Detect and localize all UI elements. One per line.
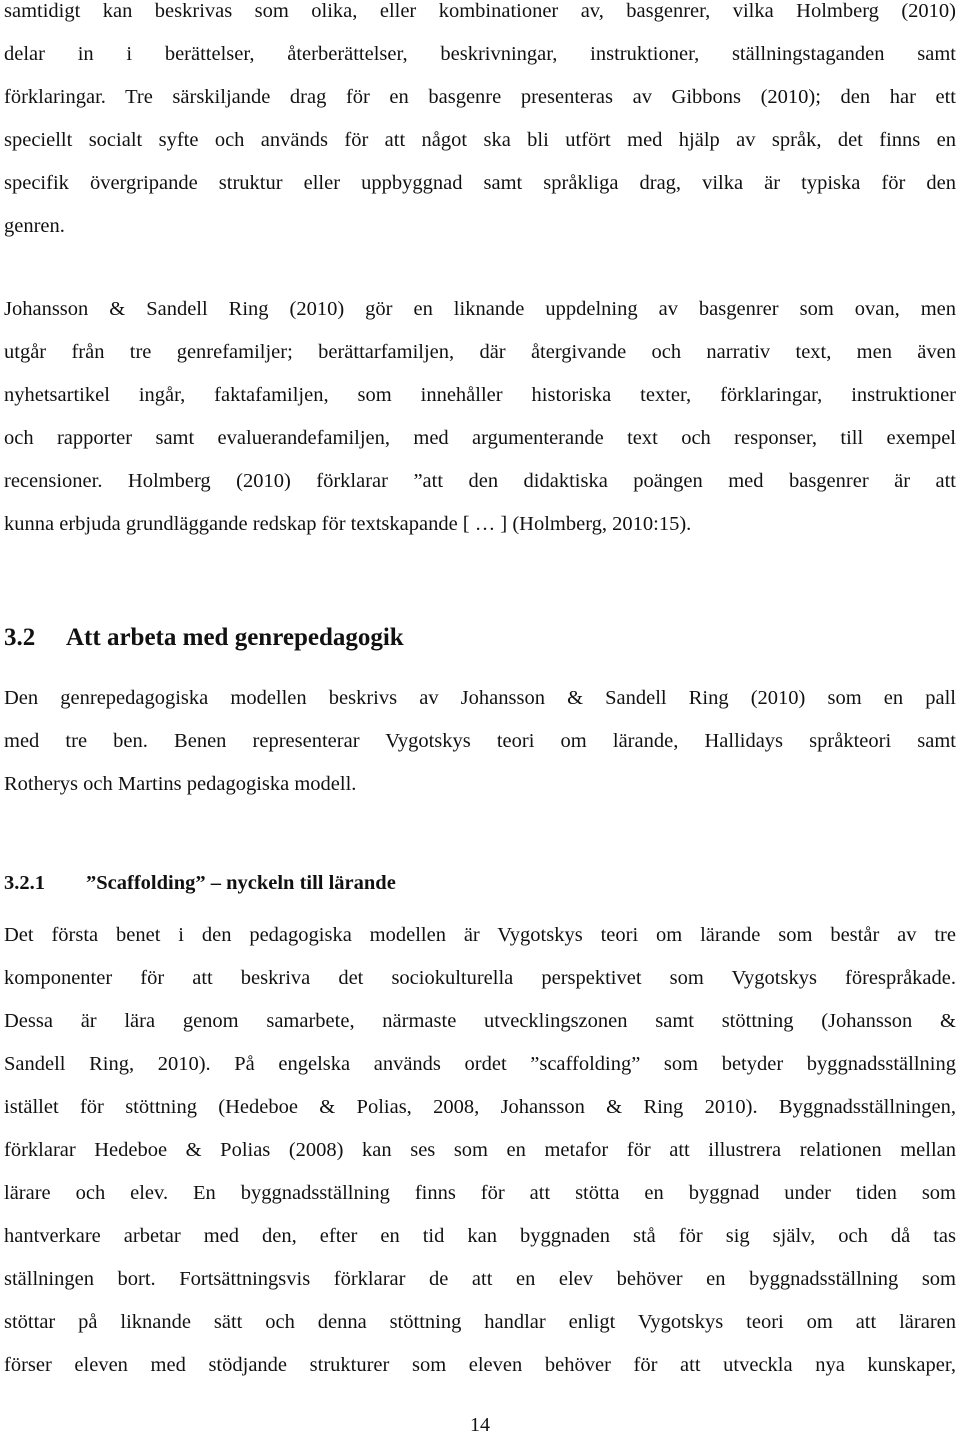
text-line: specifik övergripande struktur eller uppbyggnad samt språkliga drag, vilka är typiska för den [4, 172, 956, 194]
section-title: Att arbeta med genrepedagogik [66, 624, 404, 651]
text-line: Dessa är lära genom samarbete, närmaste utvecklingszonen samt stöttning (Johansson & [4, 1010, 956, 1032]
section-heading [4, 618, 404, 658]
text-line: Det första benet i den pedagogiska modellen är Vygotskys teori om lärande som består av tre [4, 924, 956, 946]
subsection-number: 3.2.1 [4, 872, 45, 894]
text-line: delar in i berättelser, återberättelser, beskrivningar, instruktioner, ställningstaganden samt [4, 43, 956, 65]
text-line: speciellt socialt syfte och används för att något ska bli utfört med hjälp av språk, det finns en [4, 129, 956, 151]
text-line: recensioner. Holmberg (2010) förklarar ”att den didaktiska poängen med basgenrer är att [4, 470, 956, 492]
text-line: lärare och elev. En byggnadsställning finns för att stötta en byggnad under tiden som [4, 1182, 956, 1204]
text-line: nyhetsartikel ingår, faktafamiljen, som innehåller historiska texter, förklaringar, instruktioner [4, 384, 956, 406]
paragraph-basgenrer [4, 0, 956, 248]
subsection-title: ”Scaffolding” – nyckeln till lärande [86, 872, 396, 894]
text-line: kunna erbjuda grundläggande redskap för textskapande [ … ] (Holmberg, 2010:15). [4, 513, 692, 535]
paragraph-genrefamiljer [4, 288, 956, 546]
section-number: 3.2 [4, 624, 36, 651]
text-line: komponenter för att beskriva det sociokulturella perspektivet som Vygotskys förespråkade. [4, 967, 956, 989]
subsection-heading [4, 866, 396, 900]
text-line: förklaringar. Tre särskiljande drag för en basgenre presenteras av Gibbons (2010); den har ett [4, 86, 956, 108]
text-line: förser eleven med stödjande strukturer som eleven behöver för att utveckla nya kunskaper, [4, 1354, 956, 1376]
paragraph-scaffolding [4, 914, 956, 1387]
text-line: genren. [4, 215, 65, 237]
text-line: istället för stöttning (Hedeboe & Polias, 2008, Johansson & Ring 2010). Byggnadsställningen, [4, 1096, 956, 1118]
text-line: hantverkare arbetar med den, efter en tid kan byggnaden stå för sig själv, och då tas [4, 1225, 956, 1247]
paragraph-genrepedagogik [4, 677, 956, 806]
text-line: samtidigt kan beskrivas som olika, eller kombinationer av, basgenrer, vilka Holmberg (2010) [4, 0, 956, 22]
text-line: ställningen bort. Fortsättningsvis förklarar de att en elev behöver en byggnadsställning som [4, 1268, 956, 1290]
text-line: utgår från tre genrefamiljer; berättarfamiljen, där återgivande och narrativ text, men även [4, 341, 956, 363]
text-line: med tre ben. Benen representerar Vygotskys teori om lärande, Hallidays språkteori samt [4, 730, 956, 752]
text-line: Sandell Ring, 2010). På engelska används ordet ”scaffolding” som betyder byggnadsställning [4, 1053, 956, 1075]
page-number: 14 [470, 1414, 490, 1436]
text-line: Den genrepedagogiska modellen beskrivs av Johansson & Sandell Ring (2010) som en pall [4, 687, 956, 709]
text-line: stöttar på liknande sätt och denna stöttning handlar enligt Vygotskys teori om att läraren [4, 1311, 956, 1333]
text-line: Johansson & Sandell Ring (2010) gör en liknande uppdelning av basgenrer som ovan, men [4, 298, 956, 320]
text-line: och rapporter samt evaluerandefamiljen, med argumenterande text och responser, till exempel [4, 427, 956, 449]
text-line: Rotherys och Martins pedagogiska modell. [4, 773, 357, 795]
text-line: förklarar Hedeboe & Polias (2008) kan ses som en metafor för att illustrera relationen mellan [4, 1139, 956, 1161]
